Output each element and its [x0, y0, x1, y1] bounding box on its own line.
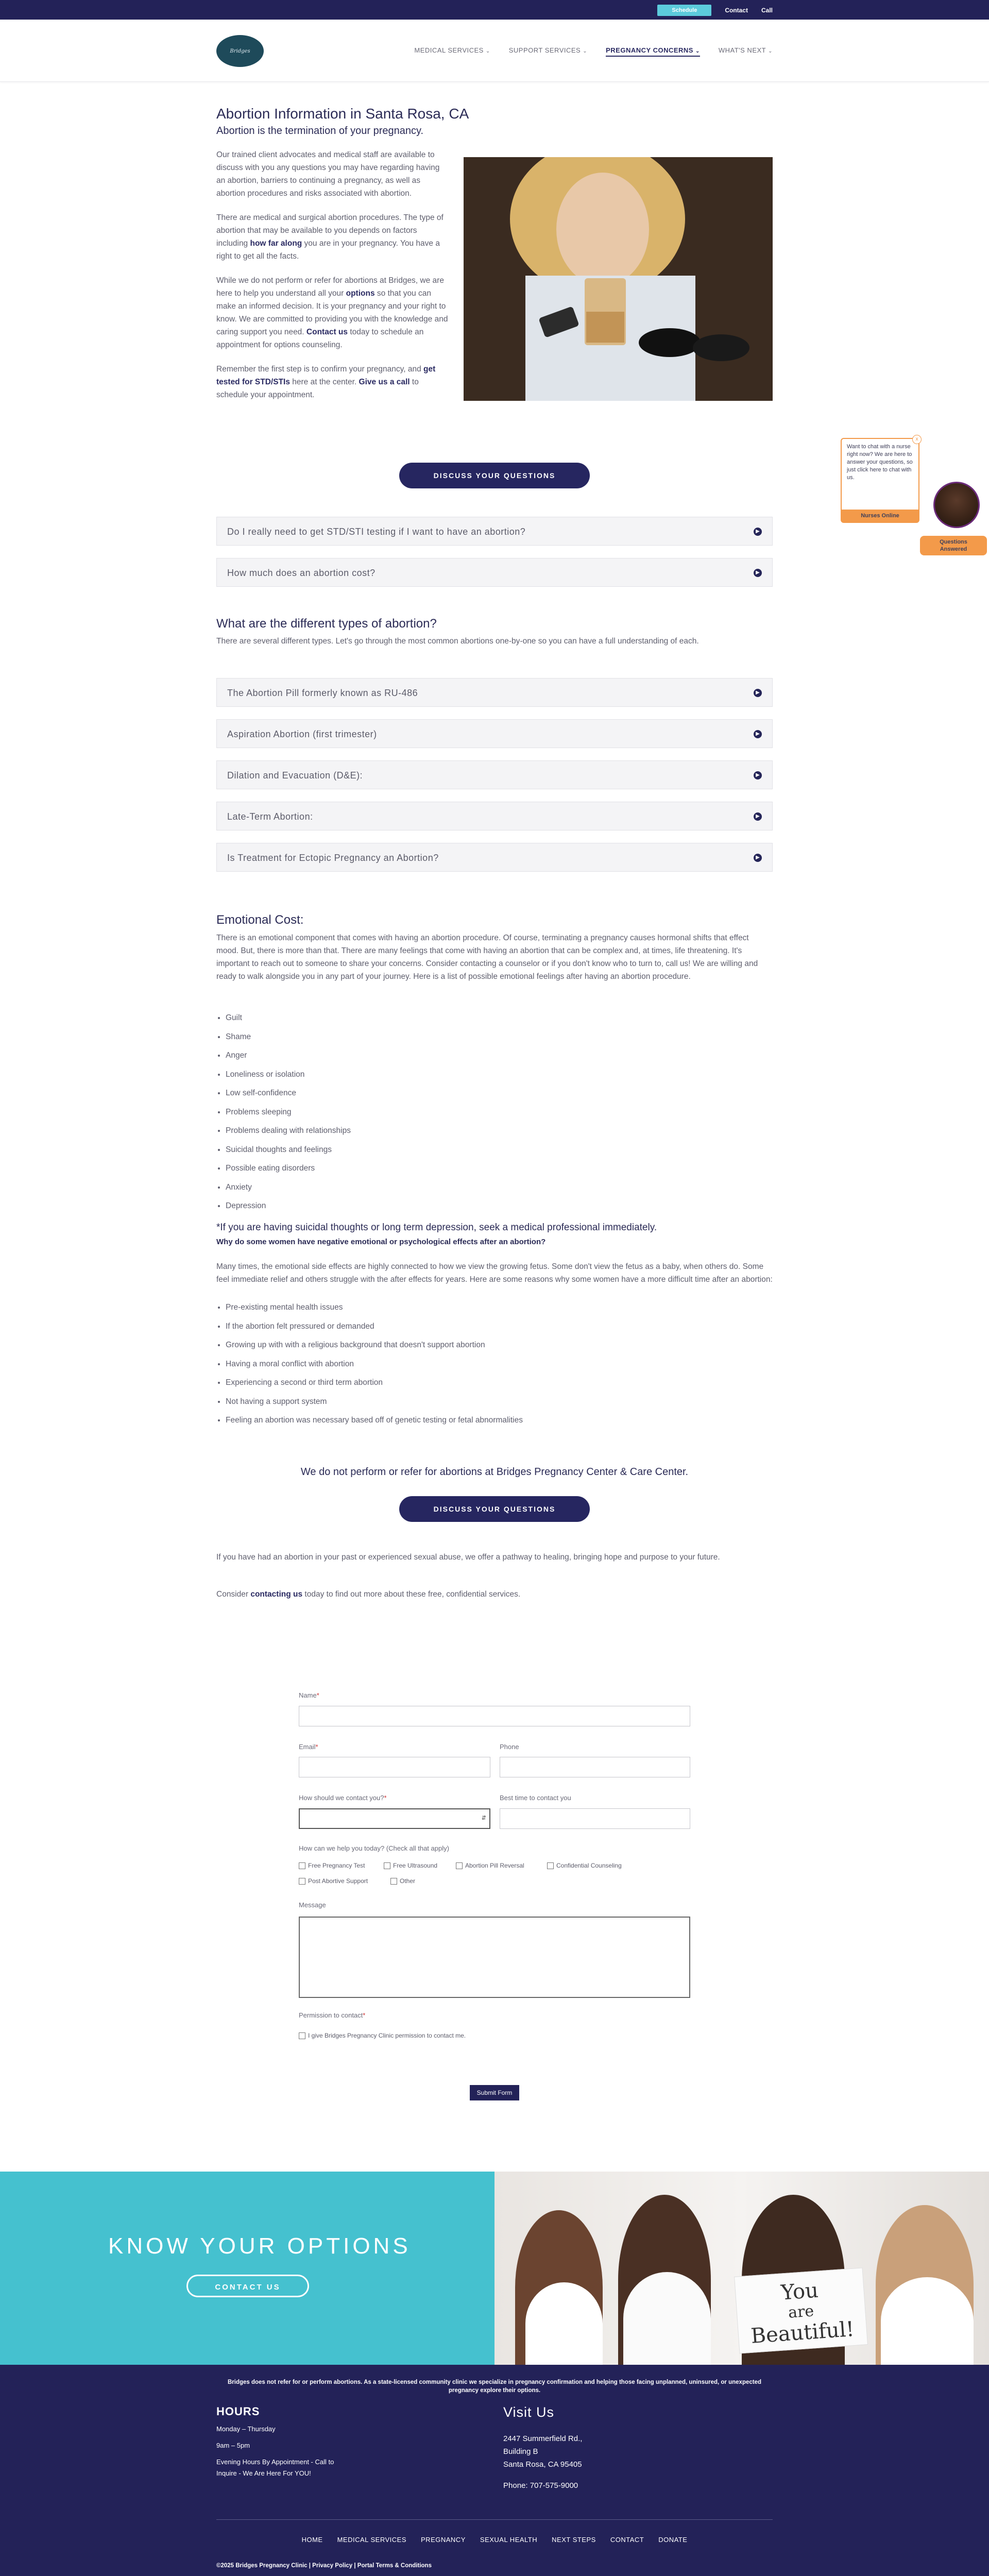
give-us-a-call-link[interactable]: Give us a call: [359, 378, 410, 386]
emotion-item: • Suicidal thoughts and feelings: [226, 1141, 535, 1160]
discuss-questions-button-2[interactable]: DISCUSS YOUR QUESTIONS: [399, 1496, 590, 1522]
nav-pregnancy-concerns[interactable]: [606, 46, 700, 57]
label-text: Name: [299, 1691, 317, 1699]
phone-label: Phone: [500, 1743, 519, 1751]
white-shirt: [881, 2277, 974, 2365]
accordion-label: Do I really need to get STD/STI testing if I want to have an abortion?: [227, 527, 526, 537]
nurses-online-bar: Nurses Online: [842, 510, 918, 522]
option-label: Confidential Counseling: [556, 1862, 622, 1869]
contact-link[interactable]: Contact: [725, 7, 748, 14]
checkbox[interactable]: [390, 1878, 397, 1885]
option-confidential-counseling[interactable]: [547, 1862, 622, 1869]
chevron-down-icon: ⌄: [768, 48, 773, 54]
footer-nav-link[interactable]: SEXUAL HEALTH: [480, 2536, 538, 2544]
footer-nav-link[interactable]: DONATE: [658, 2536, 688, 2544]
type-ectopic[interactable]: [216, 843, 773, 872]
emotion-item: • Possible eating disorders: [226, 1159, 535, 1178]
types-intro: There are several different types. Let's go through the most common abortions one-by-one so you can have a full understanding of each.: [216, 637, 699, 646]
know-your-options-banner: [0, 2172, 494, 2365]
white-shirt: [623, 2272, 711, 2365]
footer-divider: [216, 2519, 773, 2520]
option-label: I give Bridges Pregnancy Clinic permission to contact me.: [308, 2032, 466, 2039]
accordion-label: The Abortion Pill formerly known as RU-486: [227, 688, 418, 698]
text: There are medical and surgical abortion procedures. The type of abortion that may be available to you depends on factors including: [216, 213, 444, 248]
footer-nav-link[interactable]: MEDICAL SERVICES: [337, 2536, 407, 2544]
type-abortion-pill[interactable]: [216, 678, 773, 707]
hours-heading: HOURS: [216, 2405, 260, 2418]
name-input[interactable]: [299, 1706, 690, 1726]
nav-whats-next[interactable]: [719, 46, 773, 57]
reason-item: • Not having a support system: [226, 1393, 741, 1412]
logo[interactable]: [216, 35, 264, 67]
text: Remember the first step is to confirm your pregnancy, and: [216, 365, 424, 374]
intro-paragraph: [216, 274, 448, 351]
sign-text: are: [788, 2302, 815, 2322]
options-link[interactable]: options: [346, 289, 375, 298]
email-input[interactable]: [299, 1757, 490, 1777]
logo-text: Bridges: [230, 48, 250, 54]
woman-with-drink-photo: [464, 157, 773, 401]
label-text: Permission to contact: [299, 2011, 363, 2019]
reason-item: • If the abortion felt pressured or demanded: [226, 1317, 741, 1336]
select-arrows-icon: ⇵: [481, 1815, 486, 1821]
reason-item: • Feeling an abortion was necessary based off of genetic testing or fetal abnormalities: [226, 1411, 741, 1430]
visit-block: [503, 2406, 658, 2492]
contacting-us-link[interactable]: contacting us: [250, 1590, 303, 1599]
type-late-term[interactable]: [216, 802, 773, 831]
text: so that you can make an informed decision. It is your pregnancy and your right to know. We are committed to providing you with the knowledge and caring support you need.: [216, 289, 448, 336]
option-post-abortive-support[interactable]: [299, 1877, 368, 1885]
emotion-item: • Low self-confidence: [226, 1084, 535, 1103]
message-textarea[interactable]: [299, 1917, 690, 1998]
address-line: Santa Rosa, CA 95405: [503, 2460, 582, 2469]
option-label: Post Abortive Support: [308, 1877, 368, 1885]
nav-medical-services[interactable]: [414, 46, 490, 57]
required-mark: *: [316, 1691, 319, 1699]
expand-icon: ▶: [754, 528, 762, 536]
accordion-label: Aspiration Abortion (first trimester): [227, 729, 377, 739]
footer-nav-link[interactable]: CONTACT: [610, 2536, 644, 2544]
copyright: ©2025 Bridges Pregnancy Clinic | Privacy Policy | Portal Terms & Conditions: [216, 2563, 432, 2569]
required-mark: *: [384, 1794, 387, 1802]
emotional-paragraph: There is an emotional component that comes with having an abortion procedure. Of course, terminating a pregnancy causes hormonal shifts that effect mood. But, there is more than that. There are many feelings that come with having an abortion that can be complex and, at times, life threatening. It's important to reach out to someone to share your concerns. Consider contacting a counselor or if you don't know who to turn to, call us! We are willing and ready to walk alongside you in any part of your journey. Here is a list of possible emotional feelings after having an abortion procedure.: [216, 934, 758, 981]
white-shirt: [525, 2282, 603, 2365]
footer-nav: [0, 2536, 989, 2544]
sign-text: Beautiful!: [750, 2317, 855, 2348]
questions-answered-badge[interactable]: [920, 536, 987, 555]
emotion-item: • Depression: [226, 1197, 535, 1216]
intro-paragraph: Our trained client advocates and medical staff are available to discuss with you any questions you may have regarding having an abortion, barriers to continuing a pregnancy, as well as abortion procedures and risks associated with abortion.: [216, 150, 440, 198]
emotion-item: • Anger: [226, 1046, 535, 1065]
nav-label: PREGNANCY CONCERNS: [606, 46, 693, 54]
how-far-along-link[interactable]: how far along: [250, 239, 302, 248]
reasons-list: [216, 1298, 741, 1430]
footer-nav-link[interactable]: PREGNANCY: [421, 2536, 466, 2544]
footer-disclaimer: Bridges does not refer for or perform abortions. As a state-licensed community clinic we specialize in pregnancy confirmation and helping those facing unplanned, uninsured, or unexpected pregnancy explore their options.: [227, 2379, 762, 2394]
email-label: [299, 1743, 318, 1751]
emotions-list: [216, 1009, 535, 1216]
text: here at the center.: [289, 378, 359, 386]
visit-heading: Visit Us: [503, 2404, 555, 2420]
main-nav: [414, 46, 773, 57]
phone-number[interactable]: Phone: 707-575-9000: [503, 2481, 578, 2490]
submit-form-button[interactable]: Submit Form: [470, 2085, 519, 2100]
schedule-button[interactable]: Schedule: [657, 5, 711, 16]
women-group-photo: [494, 2172, 989, 2365]
hours-block: [216, 2406, 371, 2479]
checkbox[interactable]: [547, 1862, 554, 1869]
accordion-label: How much does an abortion cost?: [227, 568, 376, 578]
reason-item: • Having a moral conflict with abortion: [226, 1355, 741, 1374]
phone-input[interactable]: [500, 1757, 690, 1777]
best-time-label: Best time to contact you: [500, 1794, 571, 1802]
footer-nav-link[interactable]: NEXT STEPS: [552, 2536, 596, 2544]
you-are-beautiful-sign: [734, 2267, 868, 2353]
site-footer: [0, 2365, 989, 2576]
sign-text: You: [780, 2278, 820, 2305]
option-abortion-pill-reversal[interactable]: [456, 1862, 524, 1869]
option-other[interactable]: [390, 1877, 415, 1885]
types-heading: What are the different types of abortion?: [216, 617, 437, 631]
text: today to schedule an appointment for options counseling.: [216, 328, 424, 349]
option-label: Abortion Pill Reversal: [465, 1862, 524, 1869]
permission-checkbox[interactable]: [299, 2032, 466, 2039]
hours-time: 9am – 5pm: [216, 2442, 250, 2449]
nav-label: MEDICAL SERVICES: [414, 46, 484, 54]
checkbox[interactable]: [299, 2032, 305, 2039]
help-label: How can we help you today? (Check all that apply): [299, 1844, 449, 1852]
text: today to find out more about these free, confidential services.: [302, 1590, 521, 1599]
nurse-avatar[interactable]: [933, 482, 980, 528]
footer-nav-link[interactable]: HOME: [301, 2536, 323, 2544]
contact-method-select[interactable]: [299, 1808, 490, 1829]
checkbox[interactable]: [456, 1862, 463, 1869]
healing-paragraph: If you have had an abortion in your past or experienced sexual abuse, we offer a pathway to healing, bringing hope and purpose to your future.: [216, 1553, 720, 1562]
hours-days: Monday – Thursday: [216, 2425, 276, 2433]
badge-line: Answered: [940, 546, 967, 552]
address-line: 2447 Summerfield Rd., Building B: [503, 2434, 583, 2456]
label-text: How should we contact you?: [299, 1794, 384, 1802]
required-mark: *: [363, 2011, 366, 2019]
permission-label: [299, 2011, 365, 2019]
label-text: Email: [299, 1743, 316, 1751]
contact-method-label: [299, 1794, 387, 1802]
message-label: Message: [299, 1901, 326, 1909]
std-testing-link[interactable]: get tested for STD/STIs: [216, 365, 436, 386]
intro-paragraph: [216, 211, 448, 263]
chevron-down-icon: ⌄: [485, 48, 490, 54]
required-mark: *: [315, 1743, 318, 1751]
chat-prompt: Want to chat with a nurse right now? We are here to answer your questions, so just click here to chat with us.: [847, 444, 913, 481]
contact-us-link[interactable]: Contact us: [306, 328, 348, 336]
option-label: Other: [400, 1877, 416, 1885]
hours-evening: Evening Hours By Appointment - Call to Inquire - We Are Here For YOU!: [216, 2458, 334, 2477]
option-label: Free Pregnancy Test: [308, 1862, 365, 1869]
faq-std-testing[interactable]: [216, 517, 773, 546]
why-heading: Why do some women have negative emotional or psychological effects after an abortion?: [216, 1238, 546, 1246]
emotion-item: • Problems sleeping: [226, 1103, 535, 1122]
close-icon[interactable]: x: [912, 435, 922, 444]
type-aspiration[interactable]: [216, 719, 773, 748]
option-label: Free Ultrasound: [393, 1862, 438, 1869]
emotion-item: • Guilt: [226, 1009, 535, 1028]
page-subtitle: Abortion is the termination of your pregnancy.: [216, 125, 424, 137]
emotion-item: • Anxiety: [226, 1178, 535, 1197]
emotional-heading: Emotional Cost:: [216, 913, 304, 927]
expand-icon: ▶: [754, 689, 762, 697]
expand-icon: ▶: [754, 771, 762, 779]
text: to schedule your appointment.: [216, 378, 419, 399]
consider-paragraph: [216, 1588, 773, 1601]
type-dilation-evacuation[interactable]: [216, 760, 773, 789]
page-title: Abortion Information in Santa Rosa, CA: [216, 106, 469, 122]
option-free-pregnancy-test[interactable]: [299, 1862, 365, 1869]
notice-text: We do not perform or refer for abortions at Bridges Pregnancy Center & Care Center.: [300, 1466, 689, 1478]
expand-icon: ▶: [754, 569, 762, 577]
why-paragraph: Many times, the emotional side effects are highly connected to how we view the growing fetus. Some don't view the fetus as a baby, when others do. Some feel immediate relief and others struggle with the after effects for years. Here are some reasons why some women have a more difficult time after an abortion:: [216, 1262, 773, 1284]
reason-item: • Pre-existing mental health issues: [226, 1298, 741, 1317]
emotion-item: • Problems dealing with relationships: [226, 1122, 535, 1141]
checkbox[interactable]: [299, 1862, 305, 1869]
accordion-label: Late-Term Abortion:: [227, 811, 313, 822]
text: Consider: [216, 1590, 251, 1599]
text: you are in your pregnancy. You have a right to get all the facts.: [216, 239, 440, 261]
intro-text: [216, 148, 448, 413]
checkbox[interactable]: [384, 1862, 390, 1869]
badge-line: Questions: [940, 539, 967, 545]
top-bar: [0, 0, 989, 20]
discuss-questions-button[interactable]: DISCUSS YOUR QUESTIONS: [399, 463, 590, 488]
intro-paragraph: [216, 363, 448, 401]
reason-item: • Experiencing a second or third term abortion: [226, 1374, 741, 1393]
option-free-ultrasound[interactable]: [384, 1862, 437, 1869]
reason-item: • Growing up with with a religious background that doesn't support abortion: [226, 1336, 741, 1355]
banner-contact-button[interactable]: CONTACT US: [186, 2275, 309, 2297]
nav-label: SUPPORT SERVICES: [508, 46, 581, 54]
warning-text: *If you are having suicidal thoughts or long term depression, seek a medical professional immediately.: [216, 1222, 657, 1233]
accordion-label: Dilation and Evacuation (D&E):: [227, 770, 363, 781]
chevron-down-icon: ⌄: [695, 48, 700, 54]
accordion-label: Is Treatment for Ectopic Pregnancy an Abortion?: [227, 853, 439, 863]
nav-label: WHAT'S NEXT: [718, 46, 766, 54]
name-label: [299, 1691, 319, 1699]
emotion-item: • Shame: [226, 1028, 535, 1047]
faq-abortion-cost[interactable]: [216, 558, 773, 587]
chevron-down-icon: ⌄: [583, 48, 588, 54]
site-header: [0, 20, 989, 82]
call-link[interactable]: Call: [761, 7, 773, 14]
nav-support-services[interactable]: [509, 46, 587, 57]
photo-illustration: [464, 157, 773, 401]
banner-heading: KNOW YOUR OPTIONS: [108, 2233, 411, 2259]
expand-icon: ▶: [754, 854, 762, 862]
expand-icon: ▶: [754, 730, 762, 738]
nurse-chat-widget[interactable]: [841, 438, 919, 523]
emotion-item: • Loneliness or isolation: [226, 1065, 535, 1084]
best-time-input[interactable]: [500, 1808, 690, 1829]
text: While we do not perform or refer for abortions at Bridges, we are here to help you understand all your: [216, 276, 444, 298]
checkbox[interactable]: [299, 1878, 305, 1885]
expand-icon: ▶: [754, 812, 762, 821]
